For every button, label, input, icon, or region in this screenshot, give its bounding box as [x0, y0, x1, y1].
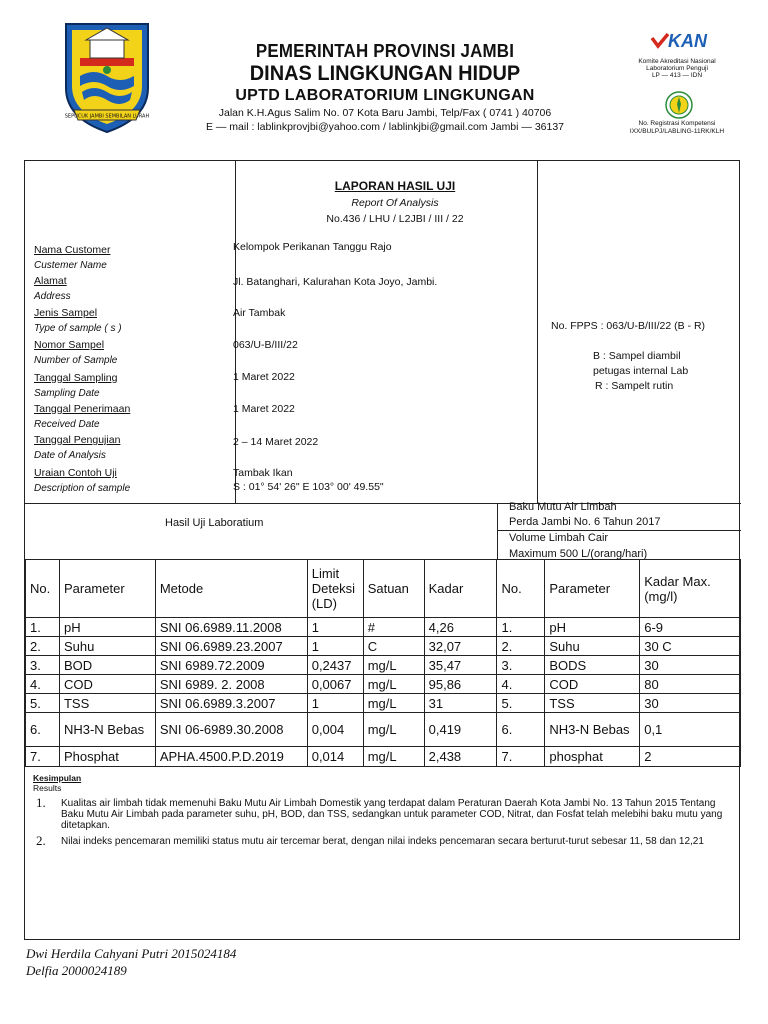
label-customer: Nama Customer Custemer Name — [34, 244, 111, 271]
value-customer: Kelompok Perikanan Tanggu Rajo — [233, 241, 392, 253]
letterhead-agency: DINAS LINGKUNGAN HIDUP — [249, 62, 521, 85]
th-no2: No. — [497, 560, 545, 618]
letterhead — [160, 40, 610, 134]
label-received-date: Tanggal Penerimaan Received Date — [34, 403, 131, 430]
value-sampling-date: 1 Maret 2022 — [233, 371, 295, 383]
author-line-2: Delfia 2000024189 — [26, 963, 127, 978]
conclusion-section — [33, 773, 733, 847]
letterhead-address: Jalan K.H.Agus Salim No. 07 Kota Baru Jambi, Telp/Fax ( 0741 ) 40706 — [218, 107, 552, 119]
hasil-uji-label: Hasil Uji Laboratium — [165, 517, 264, 529]
label-analysis-date: Tanggal Pengujian Date of Analysis — [34, 434, 121, 461]
value-coordinates: S : 01° 54' 26" E 103° 00' 49.55" — [233, 481, 384, 493]
note-sample-r: R : Sampelt rutin — [595, 380, 674, 392]
svg-text:KAN: KAN — [668, 31, 707, 51]
conclusion-item: 2. Nilai indeks pencemaran memiliki status mutu air tercemar berat, dengan nilai indeks pencemaran secara berturut-turut sebesar 11, 58 dan 12,21 — [36, 833, 704, 848]
fpps-number: No. FPPS : 063/U-B/III/22 (B - R) — [551, 320, 706, 332]
report-box — [24, 160, 740, 940]
th-limit: Limit Deteksi (LD) — [307, 560, 363, 618]
table-row: 1. pH SNI 06.6989.11.2008 1 # 4,26 1. pH 6-9 — [26, 618, 741, 637]
jambi-emblem-logo — [60, 18, 154, 136]
table-row: 2. Suhu SNI 06.6989.23.2007 1 C 32,07 2. Suhu 30 C — [26, 637, 741, 656]
table-row: 6. NH3-N Bebas SNI 06-6989.30.2008 0,004 mg/L 0,419 6. NH3-N Bebas 0,1 — [26, 713, 741, 747]
note-sample-b-line2: petugas internal Lab — [593, 365, 689, 377]
value-description: Tambak Ikan — [233, 467, 293, 479]
value-analysis-date: 2 – 14 Maret 2022 — [233, 436, 319, 448]
baku-mutu-title: Baku Mutu Air Limbah — [509, 501, 617, 513]
conclusion-item: 1. Kualitas air limbah tidak memenuhi Baku Mutu Air Limbah Domestik yang terdapat dalam Peraturan Daerah Kota Jambi No. 13 Tahun 2015 Tentang Baku Mutu Air Limbah pada parameter suhu, pH, BOD, dan TSS, sedangkan untuk parameter COD, Nitrat, dan Fosfat telah melebihi baku mutu yang ditetapkan. — [36, 795, 723, 831]
th-kadar: Kadar — [424, 560, 497, 618]
emblem-banner-text: SEPUCUK JAMBI SEMBILAN LURAH — [64, 113, 150, 120]
kan-accreditation — [612, 28, 742, 138]
letterhead-email: E — mail : lablinkprovjbi@yahoo.com / lablinkjbi@gmail.com Jambi — 36137 — [205, 121, 565, 133]
label-description: Uraian Contoh Uji Description of sample — [34, 467, 131, 494]
label-address: Alamat Address — [34, 275, 71, 302]
label-sampling-date: Tanggal Sampling Sampling Date — [34, 372, 118, 399]
conclusion-subtitle: Results — [33, 783, 62, 793]
th-no: No. — [26, 560, 60, 618]
label-sample-type: Jenis Sampel Type of sample ( s ) — [34, 307, 122, 334]
th-parameter2: Parameter — [545, 560, 640, 618]
value-received-date: 1 Maret 2022 — [233, 403, 295, 415]
conclusion-title: Kesimpulan — [33, 773, 82, 783]
value-address: Jl. Batanghari, Kalurahan Kota Joyo, Jambi. — [233, 276, 438, 288]
table-row: 4. COD SNI 6989. 2. 2008 0,0067 mg/L 95,86 4. COD 80 — [26, 675, 741, 694]
table-row: 3. BOD SNI 6989.72.2009 0,2437 mg/L 35,47 3. BODS 30 — [26, 656, 741, 675]
kan-committee-text: Komite Akreditasi Nasional Laboratorium Penguji LP — 413 — IDN — [638, 58, 716, 79]
author-line-1: Dwi Herdila Cahyani Putri 2015024184 — [26, 946, 237, 961]
letterhead-province: PEMERINTAH PROVINSI JAMBI — [255, 41, 515, 61]
kan-registration-text: No. Registrasi Kompetensi IXX/BULPJ/LABLING-11RK/KLH — [629, 120, 725, 135]
kan-logo — [648, 30, 728, 52]
th-kadar-max: Kadar Max.(mg/l) — [640, 560, 741, 618]
th-metode: Metode — [155, 560, 307, 618]
report-number: No.436 / LHU / L2JBI / III / 22 — [326, 213, 464, 225]
value-sample-number: 063/U-B/III/22 — [233, 339, 298, 351]
results-table — [25, 559, 741, 767]
klh-emblem-icon — [664, 90, 694, 120]
th-parameter: Parameter — [59, 560, 155, 618]
note-sample-b-line1: B : Sampel diambil — [593, 350, 681, 362]
table-header-row — [26, 560, 741, 618]
report-title: LAPORAN HASIL UJI — [334, 179, 456, 193]
volume-max: Maximum 500 L/(orang/hari) — [509, 548, 648, 560]
report-subtitle: Report Of Analysis — [351, 197, 439, 209]
letterhead-lab: UPTD LABORATORIUM LINGKUNGAN — [235, 87, 535, 104]
table-row: 5. TSS SNI 06.6989.3.2007 1 mg/L 31 5. TSS 30 — [26, 694, 741, 713]
th-satuan: Satuan — [363, 560, 424, 618]
value-sample-type: Air Tambak — [233, 307, 286, 319]
volume-title: Volume Limbah Cair — [509, 532, 609, 544]
baku-mutu-regulation: Perda Jambi No. 6 Tahun 2017 — [509, 516, 661, 528]
label-sample-number: Nomor Sampel Number of Sample — [34, 339, 118, 366]
table-row: 7. Phosphat APHA.4500.P.D.2019 0,014 mg/L 2,438 7. phosphat 2 — [26, 747, 741, 767]
